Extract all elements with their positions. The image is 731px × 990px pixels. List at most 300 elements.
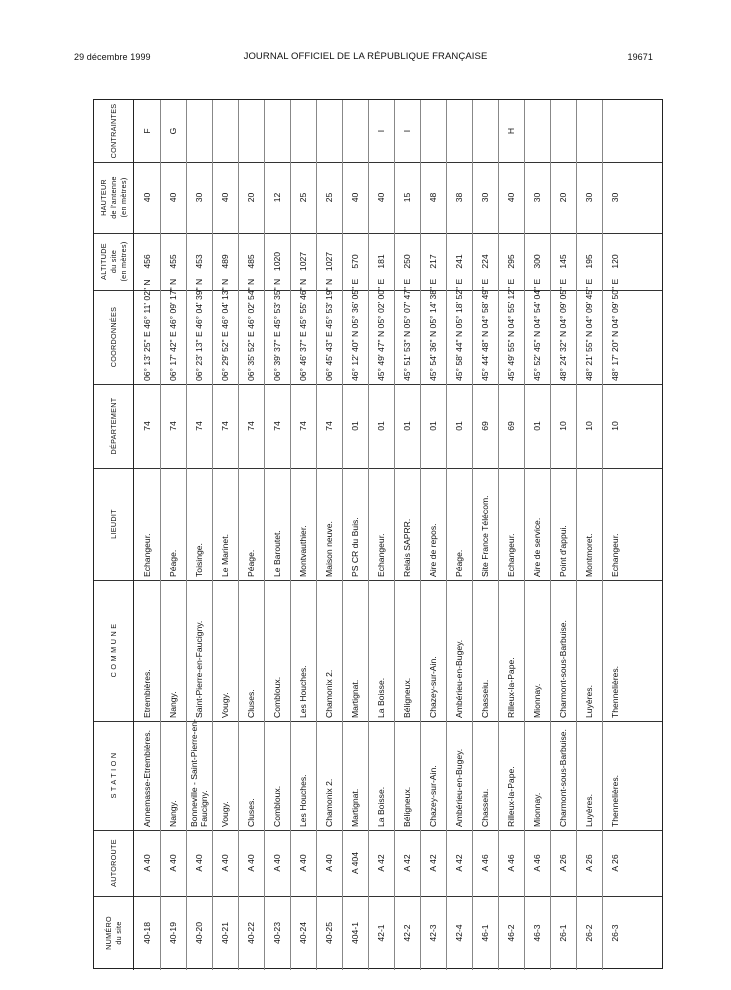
cell-departement-text: 69 xyxy=(506,421,516,431)
cell-numero xyxy=(142,899,152,967)
cell-station-text: Faucigny. xyxy=(199,790,209,827)
cell-commune xyxy=(168,583,178,718)
cell-commune xyxy=(142,583,152,718)
cell-coordonnees-text: 06° 39' 37" E 45° 53' 35" N xyxy=(272,278,282,381)
cell-commune xyxy=(220,583,230,718)
cell-hauteur xyxy=(350,165,360,230)
cell-station-text: Chamonix 2. xyxy=(324,778,334,827)
cell-autoroute-text: A 26 xyxy=(558,854,568,872)
cell-departement-text: 10 xyxy=(610,421,620,431)
cell-commune-text: Mionnay. xyxy=(532,683,542,718)
cell-autoroute-text: A 42 xyxy=(454,854,464,872)
cell-hauteur-text: 30 xyxy=(480,192,490,203)
cell-altitude-text: 485 xyxy=(246,254,256,269)
cell-coordonnees xyxy=(194,278,204,381)
cell-departement-text: 01 xyxy=(454,421,464,431)
cell-autoroute xyxy=(220,833,230,893)
cell-lieudit-text: Point d'appui. xyxy=(558,525,568,577)
cell-commune-text: Thennelières. xyxy=(610,665,620,718)
cell-lieudit xyxy=(584,471,594,577)
cell-numero xyxy=(506,899,516,967)
row-divider xyxy=(446,100,447,970)
cell-commune-text: Luyères. xyxy=(584,685,594,718)
cell-departement-text: 74 xyxy=(194,421,204,431)
cell-coordonnees-text: 45° 54' 36" N 05° 14' 38" E xyxy=(428,278,438,381)
row-divider xyxy=(160,100,161,970)
cell-lieudit xyxy=(558,471,568,577)
cell-departement-text: 74 xyxy=(298,421,308,431)
header-altitude xyxy=(99,233,129,290)
cell-coordonnees xyxy=(584,278,594,381)
cell-hauteur-text: 40 xyxy=(506,192,516,203)
cell-lieudit-text: Aire de service. xyxy=(532,517,542,577)
cell-hauteur-text: 25 xyxy=(324,192,334,203)
cell-departement xyxy=(480,387,490,465)
cell-numero-text: 26-2 xyxy=(584,924,594,942)
cell-autoroute-text: A 42 xyxy=(402,854,412,872)
cell-lieudit xyxy=(532,471,542,577)
cell-numero xyxy=(246,899,256,967)
row-divider xyxy=(524,100,525,970)
cell-station xyxy=(428,724,438,827)
cell-lieudit-text: Montvauthier. xyxy=(298,525,308,577)
cell-departement xyxy=(298,387,308,465)
cell-hauteur xyxy=(220,165,230,230)
cell-station xyxy=(142,724,152,827)
cell-hauteur xyxy=(454,165,464,230)
cell-numero-text: 46-3 xyxy=(532,924,542,942)
cell-station xyxy=(324,724,334,827)
cell-hauteur-text: 40 xyxy=(142,192,152,203)
cell-commune-text: Saint-Pierre-en-Faucigny. xyxy=(194,620,204,718)
cell-lieudit-text: Echangeur. xyxy=(142,533,152,577)
cell-departement xyxy=(376,387,386,465)
cell-departement xyxy=(532,387,542,465)
cell-autoroute-text: A 40 xyxy=(168,854,178,872)
cell-numero xyxy=(168,899,178,967)
cell-autoroute xyxy=(350,833,360,893)
cell-hauteur-text: 30 xyxy=(610,192,620,203)
row-divider xyxy=(498,100,499,970)
cell-hauteur xyxy=(610,165,620,230)
cell-station-text: Luyères. xyxy=(584,794,594,827)
cell-departement-text: 74 xyxy=(142,421,152,431)
cell-altitude-text: 250 xyxy=(402,254,412,269)
cell-lieudit-text: Péage. xyxy=(454,549,464,577)
cell-autoroute-text: A 42 xyxy=(376,854,386,872)
header-coordonnees xyxy=(109,290,119,384)
cell-departement xyxy=(506,387,516,465)
cell-departement xyxy=(584,387,594,465)
cell-commune-text: La Boisse. xyxy=(376,677,386,718)
cell-altitude-text: 300 xyxy=(532,254,542,269)
cell-coordonnees xyxy=(376,278,386,381)
cell-coordonnees xyxy=(246,278,256,381)
cell-hauteur-text: 38 xyxy=(454,192,464,203)
cell-commune-text: Charmont-sous-Barbuise. xyxy=(558,620,568,718)
cell-commune xyxy=(376,583,386,718)
cell-hauteur xyxy=(428,165,438,230)
cell-numero xyxy=(194,899,204,967)
cell-autoroute-text: A 40 xyxy=(272,854,282,872)
cell-departement xyxy=(428,387,438,465)
row-divider xyxy=(550,100,551,970)
cell-numero xyxy=(558,899,568,967)
header-altitude-line: ALTITUDE xyxy=(99,243,108,280)
cell-hauteur xyxy=(272,165,282,230)
cell-station-text: Ambérieu-en-Bugey. xyxy=(454,748,464,827)
cell-station-text: La Boisse. xyxy=(376,786,386,827)
cell-commune-text: Nangy. xyxy=(168,691,178,718)
cell-departement-text: 01 xyxy=(376,421,386,431)
cell-station xyxy=(246,724,256,827)
header-autoroute xyxy=(109,830,119,896)
cell-coordonnees-text: 48° 17' 20" N 04° 09' 50" E xyxy=(610,278,620,381)
cell-lieudit-text: Echangeur. xyxy=(610,533,620,577)
cell-coordonnees xyxy=(272,278,282,381)
cell-commune-text: Chasseiu. xyxy=(480,679,490,718)
cell-lieudit-text: Echangeur. xyxy=(376,533,386,577)
cell-numero-text: 40-24 xyxy=(298,922,308,944)
cell-coordonnees-text: 45° 52' 45" N 04° 54' 04" E xyxy=(532,278,542,381)
cell-departement xyxy=(350,387,360,465)
cell-lieudit-text: Péage. xyxy=(168,549,178,577)
cell-coordonnees xyxy=(454,278,464,381)
cell-hauteur-text: 15 xyxy=(402,192,412,203)
cell-autoroute xyxy=(532,833,542,893)
cell-coordonnees-text: 48° 24' 32" N 04° 09' 05" E xyxy=(558,278,568,381)
cell-numero xyxy=(610,899,620,967)
header-autoroute-line: AUTOROUTE xyxy=(109,839,118,887)
cell-commune xyxy=(324,583,334,718)
cell-coordonnees xyxy=(610,278,620,381)
cell-station-text: Martignat. xyxy=(350,788,360,827)
cell-altitude-text: 489 xyxy=(220,254,230,269)
row-divider xyxy=(394,100,395,970)
cell-hauteur xyxy=(532,165,542,230)
cell-numero xyxy=(272,899,282,967)
cell-autoroute xyxy=(194,833,204,893)
row-divider xyxy=(472,100,473,970)
row-divider xyxy=(238,100,239,970)
cell-altitude-text: 1027 xyxy=(298,251,308,272)
cell-departement-text: 74 xyxy=(220,421,230,431)
cell-autoroute xyxy=(272,833,282,893)
cell-station-text: Mionnay. xyxy=(532,792,542,827)
cell-autoroute-text: A 46 xyxy=(506,854,516,872)
cell-lieudit-text: Toisinge. xyxy=(194,543,204,577)
cell-hauteur-text: 40 xyxy=(168,192,178,203)
row-divider xyxy=(290,100,291,970)
cell-coordonnees-text: 45° 58' 44" N 05° 18' 52" E xyxy=(454,278,464,381)
cell-station xyxy=(220,724,230,827)
cell-hauteur xyxy=(480,165,490,230)
cell-coordonnees xyxy=(298,278,308,381)
cell-numero xyxy=(350,899,360,967)
cell-hauteur-text: 25 xyxy=(298,192,308,203)
cell-station-text: Combloux. xyxy=(272,785,282,827)
cell-hauteur-text: 40 xyxy=(220,192,230,203)
cell-numero-text: 40-21 xyxy=(220,922,230,944)
cell-numero xyxy=(220,899,230,967)
cell-coordonnees-text: 45° 51' 53" N 05° 07' 47" E xyxy=(402,278,412,381)
cell-autoroute xyxy=(558,833,568,893)
cell-hauteur xyxy=(584,165,594,230)
cell-lieudit xyxy=(298,471,308,577)
cell-numero xyxy=(376,899,386,967)
cell-commune-text: Ambérieu-en-Bugey. xyxy=(454,639,464,718)
cell-commune-text: Les Houches. xyxy=(298,665,308,718)
cell-hauteur-text: 12 xyxy=(272,192,282,203)
cell-contraintes-text: I xyxy=(402,129,412,133)
row-divider xyxy=(342,100,343,970)
sites-table xyxy=(93,99,663,969)
cell-lieudit-text: Le Baroutet. xyxy=(272,530,282,577)
cell-departement xyxy=(454,387,464,465)
cell-coordonnees-text: 45° 49' 55" N 04° 55' 12" E xyxy=(506,278,516,381)
cell-departement xyxy=(272,387,282,465)
cell-departement xyxy=(194,387,204,465)
cell-contraintes xyxy=(506,103,516,159)
cell-departement-text: 74 xyxy=(272,421,282,431)
cell-lieudit xyxy=(194,471,204,577)
cell-coordonnees-text: 06° 46' 37" E 45° 55' 46" N xyxy=(298,278,308,381)
header-station-line: S T A T I O N xyxy=(109,752,118,799)
cell-hauteur xyxy=(168,165,178,230)
cell-departement xyxy=(168,387,178,465)
header-numero xyxy=(104,896,124,970)
header-departement-line: DÉPARTEMENT xyxy=(109,397,118,455)
cell-station-text: Charmont-sous-Barbuise. xyxy=(558,729,568,827)
cell-coordonnees-text: 45° 44' 48" N 04° 58' 49" E xyxy=(480,278,490,381)
cell-numero-text: 26-1 xyxy=(558,924,568,942)
cell-departement xyxy=(402,387,412,465)
cell-coordonnees xyxy=(558,278,568,381)
cell-lieudit xyxy=(376,471,386,577)
cell-departement-text: 01 xyxy=(350,421,360,431)
row-divider xyxy=(212,100,213,970)
cell-autoroute xyxy=(584,833,594,893)
cell-departement xyxy=(610,387,620,465)
header-altitude-line: (en mètres) xyxy=(119,241,128,282)
cell-lieudit xyxy=(428,471,438,577)
cell-lieudit xyxy=(402,471,412,577)
cell-coordonnees-text: 06° 23' 13" E 46° 04' 39" N xyxy=(194,278,204,381)
cell-hauteur-text: 30 xyxy=(194,192,204,203)
cell-hauteur xyxy=(324,165,334,230)
cell-station-text: Nangy. xyxy=(168,800,178,827)
cell-commune xyxy=(428,583,438,718)
cell-departement xyxy=(324,387,334,465)
cell-autoroute-text: A 40 xyxy=(324,854,334,872)
cell-numero-text: 42-3 xyxy=(428,924,438,942)
cell-autoroute-text: A 40 xyxy=(220,854,230,872)
cell-station xyxy=(350,724,360,827)
cell-lieudit xyxy=(220,471,230,577)
cell-commune-text: Rilleux-la-Pape. xyxy=(506,657,516,718)
cell-station-text: Les Houches. xyxy=(298,774,308,827)
cell-contraintes xyxy=(402,103,412,159)
cell-station xyxy=(376,724,386,827)
cell-numero-text: 40-20 xyxy=(194,922,204,944)
cell-altitude-text: 120 xyxy=(610,254,620,269)
cell-altitude-text: 453 xyxy=(194,254,204,269)
header-hauteur xyxy=(99,162,129,233)
cell-departement-text: 69 xyxy=(480,421,490,431)
cell-station xyxy=(558,724,568,827)
cell-altitude-text: 570 xyxy=(350,254,360,269)
cell-contraintes-text: I xyxy=(376,129,386,133)
cell-autoroute-text: A 40 xyxy=(142,854,152,872)
cell-altitude-text: 224 xyxy=(480,254,490,269)
cell-coordonnees xyxy=(142,279,152,381)
header-lieudit xyxy=(109,468,119,580)
cell-commune xyxy=(480,583,490,718)
cell-autoroute-text: A 40 xyxy=(246,854,256,872)
cell-lieudit-text: PS CR du Buis. xyxy=(350,517,360,577)
cell-coordonnees xyxy=(168,278,178,381)
cell-station-text: Rilleux-la-Pape. xyxy=(506,766,516,827)
cell-contraintes xyxy=(168,103,178,159)
cell-autoroute xyxy=(454,833,464,893)
cell-coordonnees-text: 06° 45' 43" E 45° 53' 19" N xyxy=(324,278,334,381)
cell-hauteur xyxy=(246,165,256,230)
cell-departement-text: 10 xyxy=(584,421,594,431)
header-departement xyxy=(109,384,119,468)
cell-station-text: Annemasse-Etrembières. xyxy=(142,730,152,827)
cell-lieudit xyxy=(246,471,256,577)
cell-lieudit xyxy=(168,471,178,577)
cell-station-text: Bonneville - Saint-Pierre-en- xyxy=(189,719,199,827)
cell-lieudit-text: Relais SAPRR. xyxy=(402,518,412,577)
cell-commune xyxy=(454,583,464,718)
cell-hauteur xyxy=(298,165,308,230)
cell-lieudit xyxy=(142,471,152,577)
cell-autoroute xyxy=(376,833,386,893)
header-hauteur-line: de l'antenne xyxy=(109,176,118,219)
cell-commune-text: Chazey-sur-Ain. xyxy=(428,656,438,718)
cell-numero-text: 40-25 xyxy=(324,922,334,944)
cell-lieudit xyxy=(610,471,620,577)
cell-numero xyxy=(480,899,490,967)
cell-station-text: Cluses. xyxy=(246,798,256,827)
cell-autoroute-text: A 40 xyxy=(298,854,308,872)
cell-departement-text: 10 xyxy=(558,421,568,431)
cell-departement xyxy=(558,387,568,465)
cell-lieudit-text: Aire de repos. xyxy=(428,523,438,577)
cell-numero-text: 46-1 xyxy=(480,924,490,942)
cell-autoroute-text: A 46 xyxy=(480,854,490,872)
cell-autoroute-text: A 46 xyxy=(532,854,542,872)
cell-hauteur-text: 40 xyxy=(350,192,360,203)
cell-station xyxy=(584,724,594,827)
cell-commune xyxy=(272,583,282,718)
cell-altitude-text: 181 xyxy=(376,254,386,269)
cell-autoroute xyxy=(402,833,412,893)
cell-autoroute-text: A 40 xyxy=(194,854,204,872)
cell-coordonnees-text: 06° 13' 25" E 46° 11' 02" N xyxy=(142,279,152,381)
cell-autoroute xyxy=(142,833,152,893)
cell-station xyxy=(610,724,620,827)
header-coordonnees-line: COORDONNÉES xyxy=(109,306,118,368)
header-altitude-line: du site xyxy=(109,249,118,274)
cell-coordonnees xyxy=(506,278,516,381)
cell-station-text: Chazey-sur-Ain. xyxy=(428,765,438,827)
cell-hauteur-text: 48 xyxy=(428,192,438,203)
cell-coordonnees-text: 46° 12' 40" N 05° 36' 05" E xyxy=(350,278,360,381)
cell-coordonnees-text: 06° 29' 52" E 46° 04' 13" N xyxy=(220,278,230,381)
cell-hauteur-text: 30 xyxy=(584,192,594,203)
cell-altitude-text: 241 xyxy=(454,254,464,269)
cell-station xyxy=(480,724,490,827)
cell-lieudit xyxy=(350,471,360,577)
cell-coordonnees-text: 06° 17' 42" E 46° 09' 17" N xyxy=(168,278,178,381)
cell-station xyxy=(454,724,464,827)
cell-departement xyxy=(220,387,230,465)
cell-hauteur xyxy=(506,165,516,230)
cell-numero xyxy=(298,899,308,967)
page-date: 29 décembre 1999 xyxy=(74,52,151,62)
cell-contraintes-text: F xyxy=(142,128,152,134)
cell-coordonnees xyxy=(324,278,334,381)
cell-contraintes xyxy=(376,103,386,159)
cell-lieudit xyxy=(272,471,282,577)
cell-autoroute xyxy=(246,833,256,893)
cell-altitude-text: 1027 xyxy=(324,251,334,272)
header-commune xyxy=(109,580,119,721)
cell-commune xyxy=(506,583,516,718)
cell-departement-text: 01 xyxy=(532,421,542,431)
journal-title: JOURNAL OFFICIEL DE LA RÉPUBLIQUE FRANÇAISE xyxy=(243,51,488,62)
cell-numero-text: 42-4 xyxy=(454,924,464,942)
cell-departement-text: 01 xyxy=(402,421,412,431)
cell-autoroute-text: A 404 xyxy=(350,852,360,874)
cell-lieudit xyxy=(454,471,464,577)
cell-autoroute xyxy=(168,833,178,893)
cell-coordonnees xyxy=(402,278,412,381)
row-divider xyxy=(316,100,317,970)
cell-station-text: Chasseiu. xyxy=(480,788,490,827)
cell-autoroute xyxy=(480,833,490,893)
row-divider xyxy=(576,100,577,970)
cell-numero-text: 40-19 xyxy=(168,922,178,944)
cell-coordonnees xyxy=(480,278,490,381)
cell-departement xyxy=(142,387,152,465)
cell-commune-text: Cluses. xyxy=(246,689,256,718)
cell-commune xyxy=(246,583,256,718)
cell-commune xyxy=(194,583,204,718)
header-hauteur-line: (en mètres) xyxy=(119,177,128,218)
cell-hauteur xyxy=(558,165,568,230)
cell-contraintes-text: G xyxy=(168,127,178,135)
header-numero-line: NUMÉRO xyxy=(104,916,113,950)
cell-altitude-text: 1020 xyxy=(272,251,282,272)
cell-commune xyxy=(532,583,542,718)
cell-autoroute xyxy=(506,833,516,893)
cell-numero-text: 40-22 xyxy=(246,922,256,944)
cell-autoroute xyxy=(298,833,308,893)
cell-departement-text: 74 xyxy=(324,421,334,431)
row-divider xyxy=(602,100,603,970)
cell-numero-text: 42-2 xyxy=(402,924,412,942)
cell-altitude-text: 455 xyxy=(168,254,178,269)
cell-coordonnees xyxy=(428,278,438,381)
cell-altitude-text: 217 xyxy=(428,254,438,269)
cell-commune xyxy=(558,583,568,718)
cell-numero xyxy=(402,899,412,967)
cell-autoroute xyxy=(324,833,334,893)
cell-autoroute-text: A 42 xyxy=(428,854,438,872)
